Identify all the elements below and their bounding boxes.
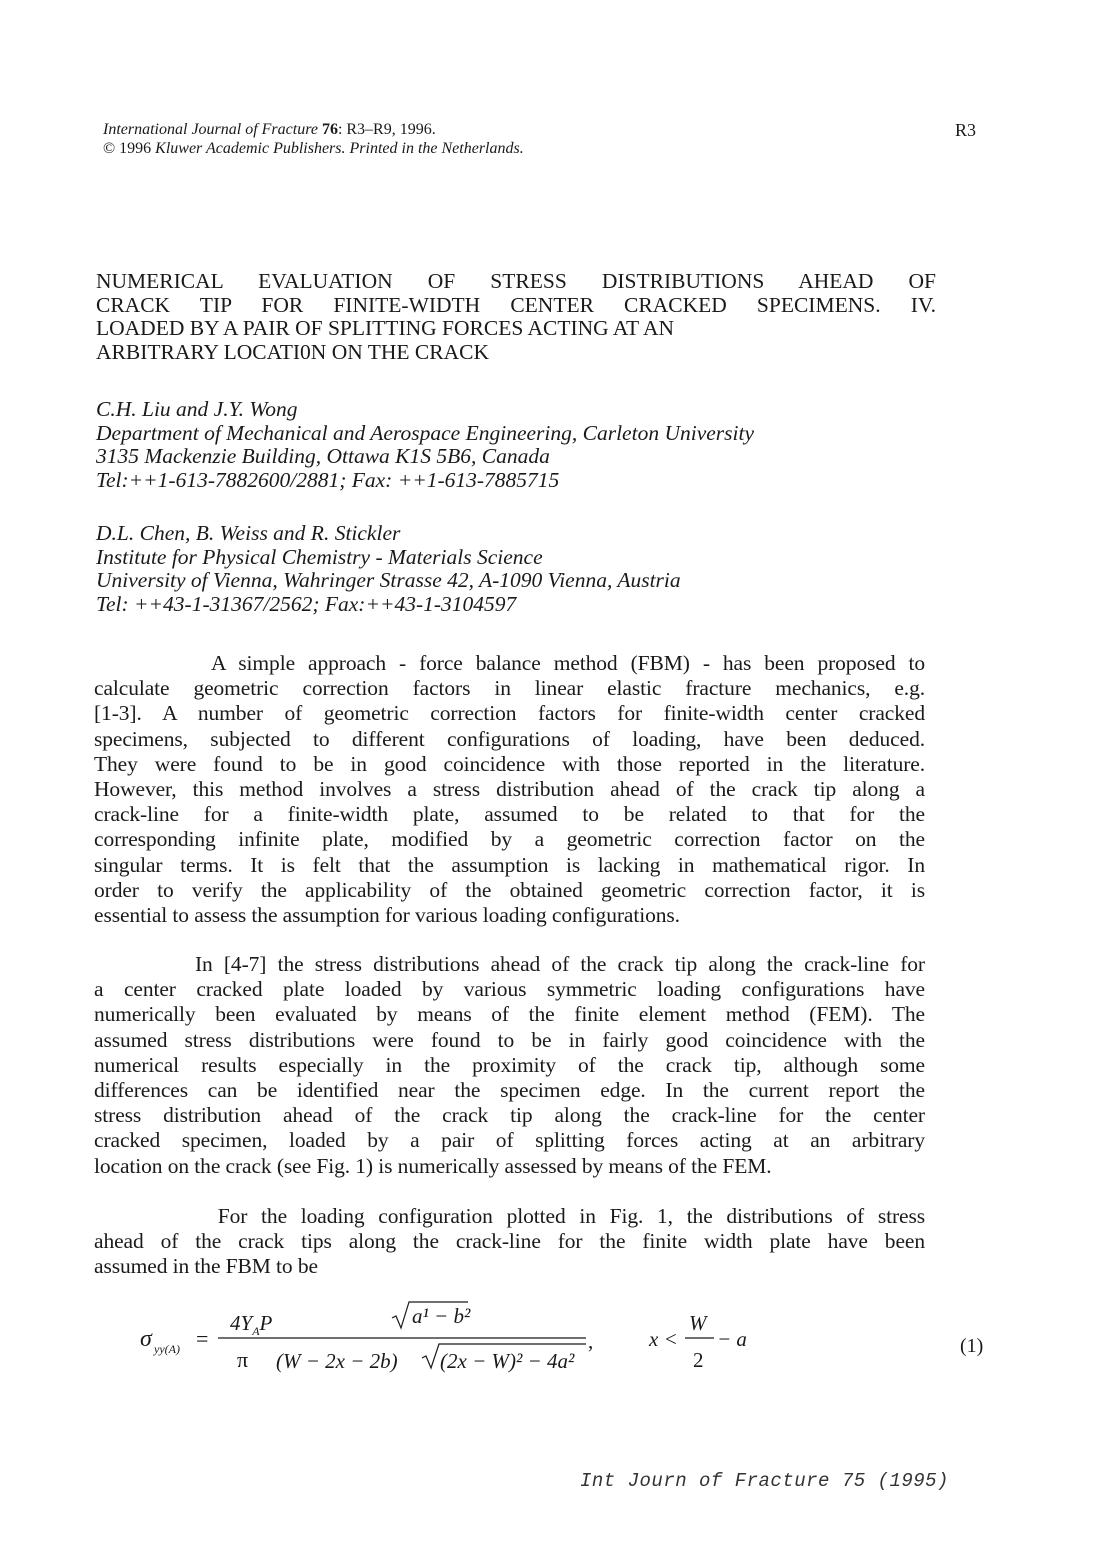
paragraph-line: cracked specimen, loaded by a pair of splitting forces acting at an arbitrary	[94, 1128, 925, 1153]
equation-1	[140, 1290, 1000, 1380]
paragraph-line: numerically been evaluated by means of the finite element method (FEM). The	[94, 1002, 925, 1027]
paragraph-line: crack-line for a finite-width plate, assumed to be related to that for the	[94, 802, 925, 827]
paragraph-introduction	[94, 651, 925, 928]
paragraph-line: a center cracked plate loaded by various symmetric loading configurations have	[94, 977, 925, 1002]
page-code: R3	[955, 120, 977, 140]
equation-graphic	[140, 1290, 1000, 1380]
paragraph-line: singular terms. It is felt that the assumption is lacking in mathematical rigor. In	[94, 852, 925, 877]
paragraph-line: For the loading configuration plotted in Fig. 1, the distributions of stress	[94, 1204, 925, 1228]
title-line: NUMERICAL EVALUATION OF STRESS DISTRIBUTIONS AHEAD OF	[96, 269, 936, 293]
footer-stamp: Int Journ of Fracture 75 (1995)	[580, 1470, 949, 1492]
paragraph-line: ahead of the crack tips along the crack-line for the finite width plate have been	[94, 1229, 925, 1254]
paragraph-prior-work	[94, 952, 925, 1179]
journal-citation-line	[103, 120, 524, 139]
condition-left: x <	[649, 1327, 678, 1351]
copyright-prefix: © 1996	[103, 140, 152, 157]
author-names: C.H. Liu and J.Y. Wong	[96, 397, 298, 421]
author-block-carleton	[96, 398, 754, 492]
paragraph-line: [1-3]. A number of geometric correction factors for finite-width center cracked	[94, 701, 925, 726]
paragraph-line: differences can be identified near the specimen edge. In the current report the	[94, 1078, 925, 1103]
copyright-line	[103, 139, 524, 158]
paragraph-line: order to verify the applicability of the obtained geometric correction factor, it is	[94, 877, 925, 902]
equation-sigma-subscript: yy(A)	[154, 1342, 180, 1356]
condition-numerator: W	[689, 1311, 707, 1335]
journal-header	[103, 120, 524, 158]
paragraph-line: corresponding infinite plate, modified by a geometric correction factor on the	[94, 827, 925, 852]
paragraph-line: specimens, subjected to different configurations of loading, have been deduced.	[94, 726, 925, 751]
equation-sigma: σ	[140, 1326, 152, 1352]
affiliation-department: Institute for Physical Chemistry - Materials Science	[96, 544, 543, 569]
equation-number: (1)	[960, 1335, 984, 1357]
publisher-line: Kluwer Academic Publishers. Printed in the Netherlands.	[155, 140, 524, 157]
affiliation-department: Department of Mechanical and Aerospace Engineering, Carleton University	[96, 420, 755, 445]
journal-volume: 76	[321, 121, 338, 138]
equation-comma: ,	[588, 1329, 594, 1353]
paragraph-line: assumed stress distributions were found to be in fairly good coincidence with the	[94, 1027, 925, 1052]
paragraph-line: They were found to be in good coincidence with those reported in the literature.	[94, 751, 925, 776]
paragraph-line: assumed in the FBM to be	[94, 1254, 318, 1279]
paragraph-line: calculate geometric correction factors in linear elastic fracture mechanics, e.g.	[94, 676, 925, 701]
affiliation-address: University of Vienna, Wahringer Strasse 42, A-1090 Vienna, Austria	[96, 568, 681, 592]
fraction1-denominator: π	[237, 1347, 249, 1372]
condition-tail: − a	[717, 1327, 747, 1351]
paper-title	[96, 270, 936, 364]
paragraph-line: stress distribution ahead of the crack tip along the crack-line for the center	[94, 1103, 925, 1128]
author-block-vienna	[96, 522, 681, 616]
paragraph-loading-configuration	[94, 1204, 925, 1280]
paragraph-line: A simple approach - force balance method (FBM) - has been proposed to	[94, 651, 925, 675]
title-line: ARBITRARY LOCATI0N ON THE CRACK	[96, 339, 489, 364]
journal-name: International Journal of Fracture	[103, 121, 318, 138]
affiliation-address: 3135 Mackenzie Building, Ottawa K1S 5B6, Canada	[96, 444, 550, 468]
paragraph-line: However, this method involves a stress distribution ahead of the crack tip along a	[94, 777, 925, 802]
paragraph-line: In [4-7] the stress distributions ahead of the crack tip along the crack-line for	[94, 952, 925, 976]
paragraph-line: numerical results especially in the proximity of the crack tip, although some	[94, 1052, 925, 1077]
journal-pages-year: : R3–R9, 1996.	[337, 121, 436, 138]
paragraph-line: essential to assess the assumption for various loading configurations.	[94, 903, 680, 928]
fraction2-numerator: a¹ − b²	[412, 1304, 471, 1328]
title-line: CRACK TIP FOR FINITE-WIDTH CENTER CRACKED SPECIMENS. IV.	[96, 292, 936, 317]
contact-phone-fax: Tel: ++43-1-31367/2562; Fax:++43-1-3104597	[96, 591, 517, 616]
contact-phone-fax: Tel:++1-613-7882600/2881; Fax: ++1-613-7885715	[96, 467, 560, 492]
paragraph-line: location on the crack (see Fig. 1) is numerically assessed by means of the FEM.	[94, 1153, 772, 1178]
fraction2-denominator-root: (2x − W)² − 4a²	[440, 1349, 575, 1373]
fraction2-denominator-lead: (W − 2x − 2b)	[276, 1349, 398, 1373]
condition-denominator: 2	[693, 1348, 704, 1372]
author-names: D.L. Chen, B. Weiss and R. Stickler	[96, 521, 401, 545]
fraction1-numerator: $4Y_AP$	[230, 1311, 273, 1338]
equation-equals: =	[196, 1326, 209, 1351]
title-line: LOADED BY A PAIR OF SPLITTING FORCES ACTING AT AN	[96, 316, 675, 340]
